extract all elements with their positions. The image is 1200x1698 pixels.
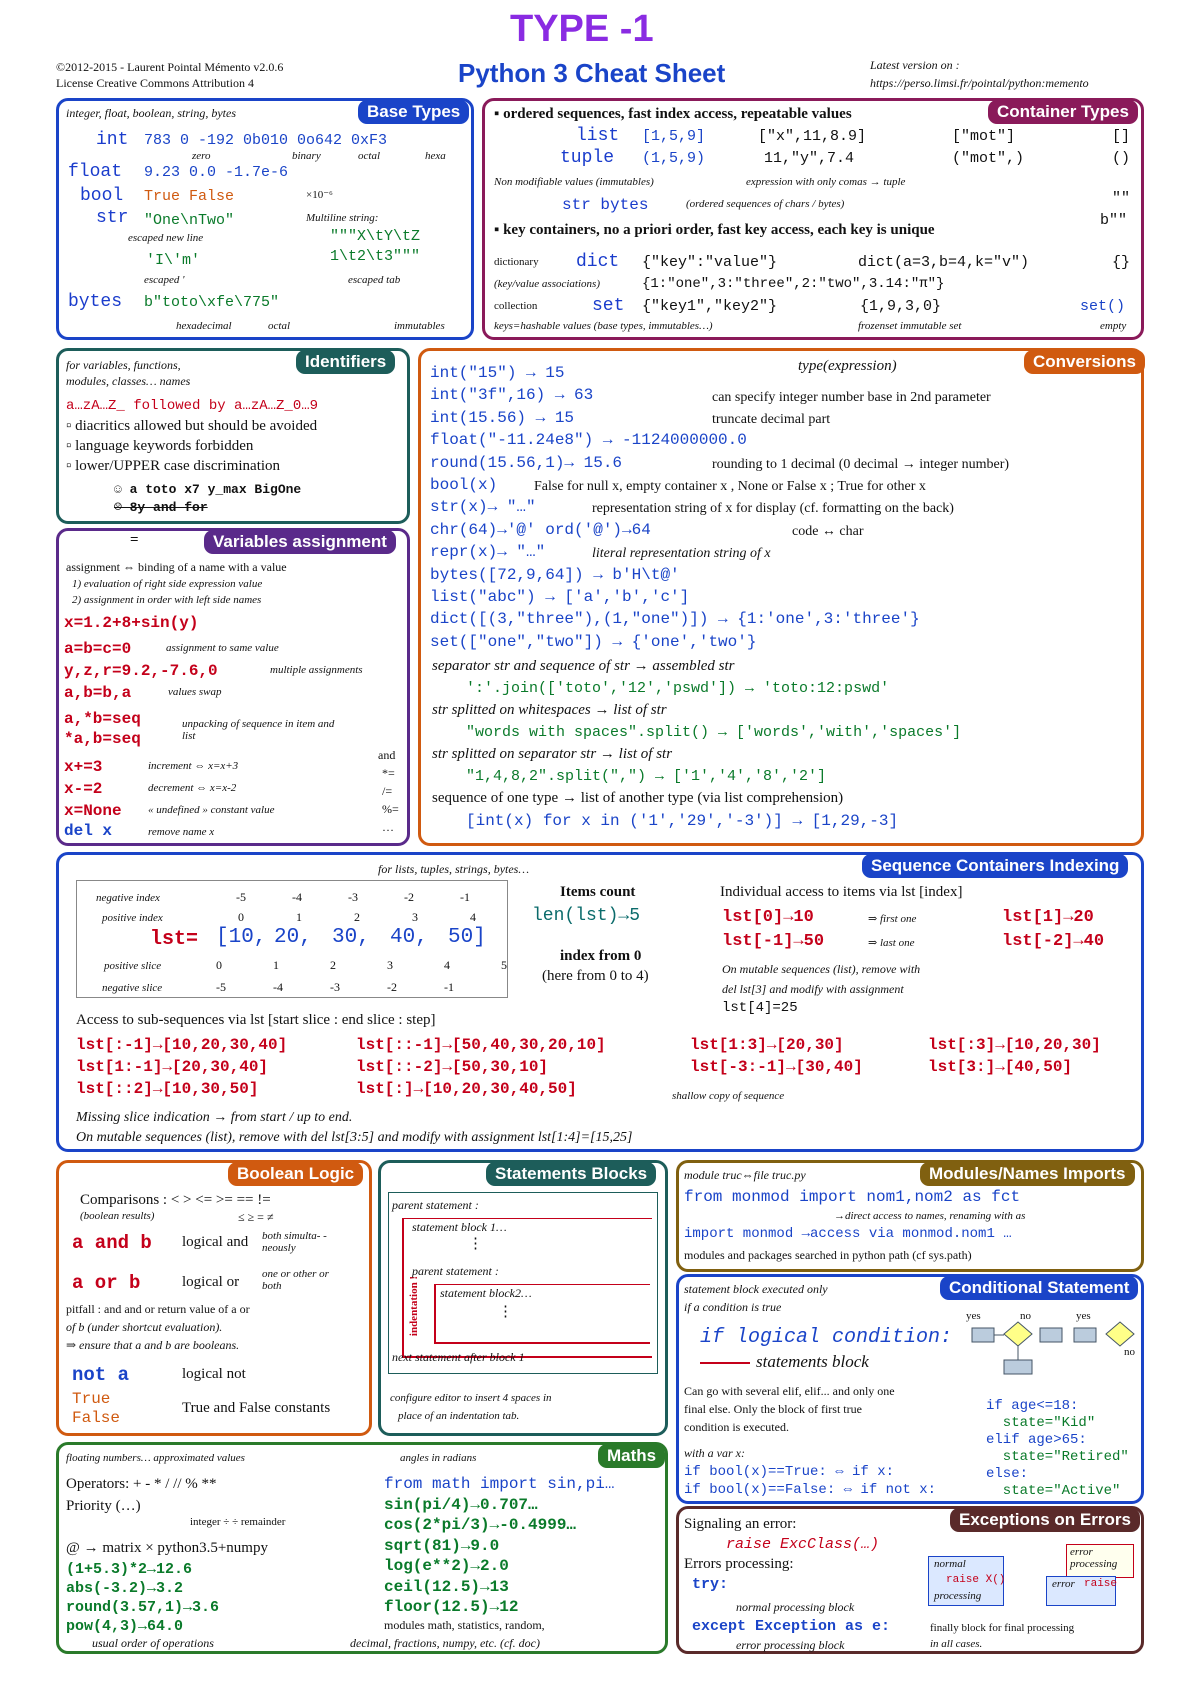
str-tab-note: escaped tab [348, 274, 401, 286]
math-ex-4: pow(4,3)→64.0 [66, 1618, 184, 1635]
assign-note-4: values swap [168, 686, 222, 698]
identifiers-ok-example: ☺ a toto x7 y_max BigOne [114, 482, 302, 497]
signal-error: Signaling an error: [684, 1516, 797, 1532]
conv-float: float("-11.24e8") → -1124000000.0 [430, 431, 747, 450]
assign-example-8: x-=2 [64, 780, 103, 798]
identifiers-bullet-1-text: diacritics allowed but should be avoided [75, 418, 318, 434]
sub-sequence-note: Access to sub-sequences via lst [start slice : end slice : step] [76, 1012, 436, 1028]
str-multi-value1: """X\tY\tZ [330, 228, 421, 245]
len-code: len(lst)→5 [532, 906, 641, 926]
cond-intro-1: statement block executed only [684, 1282, 828, 1296]
age-line-3: elif age>65: [986, 1432, 1087, 1448]
pos-index-4: 4 [470, 910, 476, 924]
boolean-logic-title: Boolean Logic [228, 1162, 363, 1186]
conversions-title: Conversions [1024, 350, 1145, 374]
assign-example-1: x=1.2+8+sin(y) [64, 614, 199, 632]
list-example-4: [] [1112, 128, 1131, 145]
access-3-note: ⇒ last one [868, 937, 915, 949]
operators: Operators: + - * / // % ** [66, 1476, 217, 1492]
true-false-constants: True False [72, 1390, 121, 1427]
dict-example-4: {1:"one",3:"three",2:"two",3.14:"π"} [642, 276, 945, 292]
neg-index-label: negative index [96, 892, 160, 904]
access-2: lst[1]→20 [1002, 908, 1094, 927]
split2-code: "1,4,8,2".split(",") → ['1','4','8','2'] [466, 768, 827, 785]
access-3: lst[-1]→50 [722, 932, 825, 951]
raise-code: raise ExcClass(…) [726, 1536, 880, 1553]
neg-index-3: -2 [404, 890, 414, 904]
flow-no-1: no [1020, 1310, 1031, 1322]
exc-error-label: error [1052, 1578, 1075, 1590]
math-log: log(e**2)→2.0 [384, 1557, 509, 1575]
age-line-1: if age<=18: [986, 1398, 1079, 1414]
error-block: error processing block [736, 1638, 845, 1652]
identifiers-bullet-3-text: lower/UPPER case discrimination [75, 458, 281, 474]
pitfall-2: of b (under shortcut evaluation). [66, 1320, 223, 1334]
seq-intro: for lists, tuples, strings, bytes… [378, 862, 530, 876]
nonmodifiable-note: Non modifiable values (immutables) [494, 176, 654, 188]
pos-index-3: 3 [412, 910, 418, 924]
parent-statement-2: parent statement : [412, 1264, 499, 1278]
flowchart-diagram [960, 1308, 1138, 1388]
conv-dict: dict([(3,"three"),(1,"one")]) → {1:'one',3:'three'} [430, 610, 920, 629]
or-desc: logical or [182, 1274, 240, 1290]
assign-example-6: *a,b=seq [64, 730, 141, 748]
expression-note: expression with only comas → tuple [746, 176, 906, 188]
dict-note: (key/value associations) [494, 278, 600, 290]
individual-access-note: Individual access to items via lst [index] [720, 884, 963, 900]
assign-note-8: decrement ⇔ x=x-2 [148, 782, 237, 794]
errors-processing: Errors processing: [684, 1556, 794, 1572]
int-note-binary: binary [292, 150, 321, 162]
pos-slice-4: 4 [444, 958, 450, 972]
join-code: ':'.join(['toto','12','pswd']) → 'toto:12:pswd' [466, 680, 890, 697]
comprehension-note: sequence of one type → list of another type (via list comprehension) [432, 790, 844, 806]
str-bytes-note: (ordered sequences of chars / bytes) [686, 198, 845, 210]
dict-example-1: {"key":"value"} [642, 254, 778, 271]
tuple-example-3: ("mot",) [952, 150, 1025, 167]
slice-example-2: lst[1:3]→[20,30] [690, 1036, 844, 1054]
empty-str: "" [1112, 190, 1131, 207]
conv-bool: bool(x) [430, 476, 498, 495]
sequence-indexing-title: Sequence Containers Indexing [862, 854, 1128, 878]
next-statement: next statement after block 1 [392, 1350, 525, 1364]
identifiers-bullet-2: ▫ language keywords forbidden [66, 438, 254, 454]
dict-label: dictionary [494, 256, 539, 268]
assign-example-2: a=b=c=0 [64, 640, 132, 658]
str-keyword: str [96, 208, 129, 228]
dots-1: ⋮ [468, 1236, 483, 1252]
neg-slice-label: negative slice [102, 982, 163, 994]
exc-error-proc-label: error processing [1070, 1546, 1118, 1570]
neg-index-4: -1 [460, 890, 470, 904]
parent-statement-1: parent statement : [392, 1198, 479, 1212]
assign-note-56: unpacking of sequence in item and list [182, 718, 335, 742]
pos-index-0: 0 [238, 910, 244, 924]
boolean-results: (boolean results) [80, 1210, 155, 1222]
variables-title: Variables assignment [204, 530, 396, 554]
augmented-and: and [378, 748, 396, 762]
index-range-note: (here from 0 to 4) [542, 968, 649, 984]
tuple-example-4: () [1112, 150, 1131, 167]
cond-example-1: if bool(x)==True: ⇔ if x: [684, 1464, 895, 1480]
math-modules-1: modules math, statistics, random, [384, 1618, 545, 1632]
dict-keyword: dict [576, 252, 620, 272]
pos-index-2: 2 [354, 910, 360, 924]
or-code: a or b [72, 1272, 141, 1294]
tuple-example-2: 11,"y",7.4 [764, 150, 855, 167]
finally-note: finally block for final processing [930, 1622, 1075, 1634]
bytes-note-octal: octal [268, 320, 290, 332]
not-desc: logical not [182, 1366, 246, 1382]
conv-note-str: representation string of x for display (cf. formatting on the back) [592, 501, 954, 516]
age-line-6: state="Active" [986, 1483, 1121, 1499]
augmented-op-1: *= [382, 766, 395, 780]
math-floor: floor(12.5)→12 [384, 1598, 519, 1616]
configure-note-1: configure editor to insert 4 spaces in [390, 1392, 552, 1404]
conv-bytes: bytes([72,9,64]) → b'H\t@' [430, 565, 680, 584]
shallow-copy-note: shallow copy of sequence [672, 1090, 785, 1102]
immutables-note: immutables [394, 320, 445, 332]
slice-example-1: lst[::-1]→[50,40,30,20,10] [356, 1036, 606, 1054]
dict-example-3: {} [1112, 254, 1131, 271]
pos-slice-2: 2 [330, 958, 336, 972]
pos-slice-5: 5 [501, 958, 507, 972]
import-module: import monmod →access via monmod.nom1 … [684, 1226, 1012, 1242]
identifiers-intro-1: for variables, functions, [66, 358, 181, 372]
augmented-op-2: /= [382, 784, 393, 798]
assign-example-10: del x [64, 822, 113, 840]
access-4: lst[-2]→40 [1002, 932, 1105, 951]
exceptions-title: Exceptions on Errors [950, 1508, 1140, 1532]
split-note: str splitted on whitespaces → list of str [432, 702, 667, 718]
access-1: lst[0]→10 [722, 908, 814, 927]
integer-division: integer ÷ ÷ remainder [190, 1516, 286, 1528]
conv-round: round(15.56,1)→ 15.6 [430, 453, 623, 472]
key-containers-label: key containers, no a priori order, fast key access, each key is unique [503, 222, 935, 238]
math-modules-2: decimal, fractions, numpy, etc. (cf. doc) [350, 1636, 540, 1650]
slice-example-5: lst[::-2]→[50,30,10] [356, 1058, 549, 1076]
usual-order-note: usual order of operations [92, 1636, 214, 1650]
flow-yes-1: yes [966, 1310, 981, 1322]
bytes-keyword: bytes [68, 292, 123, 312]
variables-note-1: assignment ⇔ binding of a name with a value [66, 560, 287, 574]
if-line: if logical condition: [700, 1326, 953, 1349]
and-desc: logical and [182, 1234, 249, 1250]
variables-note-2: 1) evaluation of right side expression value [72, 578, 263, 590]
math-sin: sin(pi/4)→0.707… [384, 1495, 538, 1514]
float-approx-note: floating numbers… approximated values [66, 1452, 245, 1464]
identifiers-bullet-2-text: language keywords forbidden [75, 438, 254, 454]
maths-title: Maths [598, 1444, 665, 1468]
or-note: one or other or both [262, 1268, 329, 1292]
latest-url[interactable]: https://perso.limsi.fr/pointal/python:memento [870, 76, 1089, 90]
identifiers-bullet-3: ▫ lower/UPPER case discrimination [66, 458, 281, 474]
lst-value-4: 50] [448, 926, 486, 949]
latest-label: Latest version on : [870, 58, 960, 72]
identifiers-bullet-1: ▫ diacritics allowed but should be avoided [66, 418, 318, 434]
list-example-2: ["x",11,8.9] [758, 128, 867, 145]
int-keyword: int [96, 130, 129, 150]
slice-example-7: lst[3:]→[40,50] [928, 1058, 1073, 1076]
math-ex-3: round(3.57,1)→3.6 [66, 1599, 220, 1616]
pos-index-1: 1 [296, 910, 302, 924]
conv-note-trunc: truncate decimal part [712, 412, 831, 427]
mutable-note-2: del lst[3] and modify with assignment [722, 982, 904, 996]
finally-note-2: in all cases. [930, 1638, 983, 1650]
list-example-1: [1,5,9] [642, 128, 706, 145]
variables-note-3: 2) assignment in order with left side names [72, 594, 262, 606]
assign-example-3: y,z,r=9.2,-7.6,0 [64, 662, 218, 680]
from-import: from monmod import nom1,nom2 as fct [684, 1188, 1021, 1206]
augmented-op-3: %= [382, 802, 399, 816]
mutable-note-3: lst[4]=25 [722, 1000, 798, 1016]
neg-slice-1: -4 [273, 980, 283, 994]
float-keyword: float [68, 162, 123, 182]
modules-title: Modules/Names Imports [920, 1162, 1135, 1186]
keys-note: keys=hashable values (base types, immutables…) [494, 320, 713, 332]
dict-example-2: dict(a=3,b=4,k="v") [858, 254, 1030, 271]
int-values: 783 0 -192 0b010 0o642 0xF3 [144, 132, 388, 149]
tuple-example-1: (1,5,9) [642, 150, 706, 167]
type-expression: type(expression) [798, 358, 897, 374]
pitfall-3: ⇒ ensure that a and b are booleans. [66, 1338, 240, 1352]
var-note: with a var x: [684, 1446, 745, 1460]
if-block-arrow [700, 1362, 750, 1364]
collection-label: collection [494, 300, 538, 312]
neg-slice-4: -1 [444, 980, 454, 994]
math-ex-2: abs(-3.2)→3.2 [66, 1580, 184, 1597]
bytes-value: b"toto\xfe\775" [144, 294, 280, 311]
statement-block-2: statement block2… [440, 1286, 532, 1300]
str-escaped-newline: escaped new line [128, 232, 204, 244]
conv-int: int("15") → 15 [430, 364, 565, 382]
assign-example-5: a,*b=seq [64, 710, 141, 728]
empty-note: empty [1100, 320, 1127, 332]
comprehension-code: [int(x) for x in ('1','29','-3')] → [1,29,-3] [466, 812, 899, 830]
comparison-symbols: ≤ ≥ = ≠ [238, 1210, 274, 1224]
conv-chr: chr(64)→'@' ord('@')→64 [430, 520, 651, 539]
conv-int-base: int("3f",16) → 63 [430, 386, 594, 405]
variables-eq: = [130, 532, 139, 548]
items-count-label: Items count [560, 884, 636, 900]
page-title: TYPE -1 [510, 8, 654, 50]
exc-raise2-label: raise [1084, 1578, 1118, 1590]
bytes-note-hex: hexadecimal [176, 320, 232, 332]
conditional-title: Conditional Statement [940, 1276, 1138, 1300]
maths-right-examples [384, 1474, 614, 1618]
statement-block-1: statement block 1… [412, 1220, 507, 1234]
set-example-1: {"key1","key2"} [642, 298, 778, 315]
try-code: try: [692, 1576, 729, 1593]
float-values: 9.23 0.0 -1.7e-6 [144, 164, 289, 181]
set-keyword: set [592, 296, 625, 316]
flow-no-2: no [1124, 1346, 1135, 1358]
conv-note-bool: False for null x, empty container x , None or False x ; True for other x [534, 479, 926, 494]
str-escaped-note: escaped ' [144, 274, 185, 286]
exc-processing-label: processing [934, 1590, 982, 1602]
elif-note-3: condition is executed. [684, 1420, 789, 1434]
slice-example-8: lst[::2]→[10,30,50] [76, 1080, 259, 1098]
age-line-4: state="Retired" [986, 1449, 1129, 1465]
key-containers-note: ▪ key containers, no a priori order, fast key access, each key is unique [494, 222, 935, 238]
except-code: except Exception as e: [692, 1618, 891, 1635]
int-note-hexa: hexa [425, 150, 446, 162]
str-bytes-keywords: str bytes [562, 196, 649, 214]
split2-note: str splitted on separator str → list of str [432, 746, 673, 762]
slice-example-3: lst[:3]→[10,20,30] [928, 1036, 1101, 1054]
str-multiline-label: Multiline string: [306, 212, 379, 224]
cond-example-2: if bool(x)==False: ⇔ if not x: [684, 1482, 937, 1498]
lst-name: lst= [150, 928, 199, 951]
conv-repr: repr(x)→ "…" [430, 543, 546, 562]
module-file: module truc⇔file truc.py [684, 1168, 806, 1182]
angles-note: angles in radians [400, 1452, 477, 1464]
math-cos: cos(2*pi/3)→-0.4999… [384, 1516, 577, 1534]
assign-note-7: increment ⇔ x=x+3 [148, 760, 239, 772]
dots-2: ⋮ [498, 1304, 513, 1320]
missing-slice-note: Missing slice indication → from start / up to end. [76, 1110, 353, 1125]
elif-note-2: final else. Only the block of first true [684, 1402, 862, 1416]
str-value: "One\nTwo" [144, 212, 235, 229]
not-code: not a [72, 1364, 130, 1386]
assign-example-9: x=None [64, 802, 122, 820]
float-exponent: ×10⁻⁶ [306, 189, 333, 201]
empty-bytes: b"" [1100, 212, 1128, 229]
int-note-zero: zero [192, 150, 211, 162]
frozenset-note: frozenset immutable set [858, 320, 962, 332]
conv-note-base: can specify integer number base in 2nd parameter [712, 390, 991, 405]
conv-str: str(x)→ "…" [430, 498, 536, 517]
str-multi-value2: 1\t2\t3""" [330, 248, 421, 265]
license: License Creative Commons Attribution 4 [56, 76, 254, 90]
conv-int-trunc: int(15.56) → 15 [430, 408, 575, 427]
lst-value-3: 40, [390, 926, 428, 949]
math-import: from math import sin,pi… [384, 1475, 615, 1493]
neg-slice-2: -3 [330, 980, 340, 994]
pos-slice-0: 0 [216, 958, 222, 972]
pos-slice-3: 3 [387, 958, 393, 972]
container-types-title: Container Types [988, 100, 1138, 124]
configure-note-2: place of an indentation tab. [398, 1410, 520, 1422]
int-note-octal: octal [358, 150, 380, 162]
flow-yes-2: yes [1076, 1310, 1091, 1322]
indentation-label: indentation ! [408, 1275, 421, 1337]
conv-note-repr: literal representation string of x [592, 546, 771, 561]
lst-value-2: 30, [332, 926, 370, 949]
elif-note-1: Can go with several elif, elif... and only one [684, 1384, 895, 1398]
pos-slice-1: 1 [273, 958, 279, 972]
str-escaped-quote: 'I\'m' [146, 252, 201, 269]
math-sqrt: sqrt(81)→9.0 [384, 1536, 500, 1555]
neg-slice-3: -2 [387, 980, 397, 994]
slice-example-0: lst[:-1]→[10,20,30,40] [76, 1036, 288, 1054]
lst-value-1: 20, [274, 926, 312, 949]
direct-access-note: →direct access to names, renaming with as [834, 1210, 1026, 1222]
module-path-note: modules and packages searched in python path (cf sys.path) [684, 1248, 972, 1262]
identifiers-title: Identifiers [296, 350, 395, 374]
page-subtitle: Python 3 Cheat Sheet [458, 58, 726, 88]
index-from-zero: index from 0 [560, 948, 642, 964]
assign-example-4: a,b=b,a [64, 684, 132, 702]
augmented-op-4: … [382, 820, 394, 834]
cond-intro-2: if a condition is true [684, 1300, 782, 1314]
slice-example-9: lst[:]→[10,20,30,40,50] [356, 1080, 577, 1098]
identifiers-intro-2: modules, classes… names [66, 374, 191, 388]
list-example-3: ["mot"] [952, 128, 1016, 145]
lst-value-0: [10, [216, 926, 267, 949]
matrix-op: @ → matrix × python3.5+numpy [66, 1540, 268, 1556]
base-types-intro: integer, float, boolean, string, bytes [66, 106, 236, 120]
mutable-note-1: On mutable sequences (list), remove with [722, 962, 921, 976]
pos-index-label: positive index [102, 912, 163, 924]
age-line-2: state="Kid" [986, 1415, 1096, 1431]
exc-normal-label: normal [934, 1558, 966, 1570]
math-ex-1: (1+5.3)*2→12.6 [66, 1561, 193, 1578]
math-ceil: ceil(12.5)→13 [384, 1577, 509, 1596]
slice-example-4: lst[1:-1]→[20,30,40] [76, 1058, 269, 1076]
priority: Priority (…) [66, 1498, 141, 1514]
true-false-desc: True and False constants [182, 1400, 331, 1416]
age-line-5: else: [986, 1466, 1029, 1482]
conv-note-round: rounding to 1 decimal (0 decimal → integer number) [712, 457, 1010, 472]
neg-index-0: -5 [236, 890, 246, 904]
conv-set: set(["one","two"]) → {'one','two'} [430, 632, 757, 651]
tuple-keyword: tuple [560, 148, 615, 168]
identifiers-rule: a…zA…Z_ followed by a…zA…Z_0…9 [66, 398, 319, 414]
base-types-title: Base Types [358, 100, 469, 124]
bool-keyword: bool [80, 186, 124, 206]
ordered-sequences-note: ▪ ordered sequences, fast index access, repeatable values [494, 106, 852, 122]
slice-example-6: lst[-3:-1]→[30,40] [690, 1058, 863, 1076]
if-block: statements block [756, 1352, 869, 1371]
assign-note-3: multiple assignments [270, 664, 363, 676]
pitfall-1: pitfall : and and or return value of a or [66, 1302, 250, 1316]
and-note: both simulta- -neously [262, 1230, 327, 1254]
assign-note-9: « undefined » constant value [148, 804, 275, 816]
and-code: a and b [72, 1232, 152, 1254]
neg-slice-0: -5 [216, 980, 226, 994]
neg-index-2: -3 [348, 890, 358, 904]
access-1-note: ⇒ first one [868, 913, 917, 925]
age-example [986, 1398, 1129, 1500]
mutable-slice-note: On mutable sequences (list), remove with del lst[3:5] and modify with assignment lst[1:4]=[15,25] [76, 1130, 633, 1145]
pos-slice-label: positive slice [104, 960, 162, 972]
identifiers-bad-example: ☹ 8y and for [114, 500, 208, 515]
set-example-2: {1,9,3,0} [860, 298, 942, 315]
bool-values: True False [144, 188, 235, 205]
copyright: ©2012-2015 - Laurent Pointal Mémento v2.0.6 [56, 60, 284, 74]
maths-left-examples [66, 1560, 219, 1636]
join-note: separator str and sequence of str → assembled str [432, 658, 735, 674]
conv-note-chr: code ↔ char [792, 524, 864, 539]
assign-example-7: x+=3 [64, 758, 103, 776]
conv-list: list("abc") → ['a','b','c'] [430, 588, 690, 607]
neg-index-1: -4 [292, 890, 302, 904]
list-keyword: list [576, 126, 620, 146]
normal-block: normal processing block [736, 1600, 855, 1614]
assign-note-10: remove name x [148, 826, 215, 838]
set-example-3: set() [1080, 298, 1126, 315]
split-code: "words with spaces".split() → ['words','with','spaces'] [466, 724, 962, 741]
exc-raise-label: raise X() [946, 1574, 1006, 1586]
comparisons: Comparisons : < > <= >= == != [80, 1192, 271, 1208]
assign-note-2: assignment to same value [166, 642, 279, 654]
statements-title: Statements Blocks [486, 1162, 656, 1186]
ordered-label: ordered sequences, fast index access, repeatable values [503, 106, 852, 122]
